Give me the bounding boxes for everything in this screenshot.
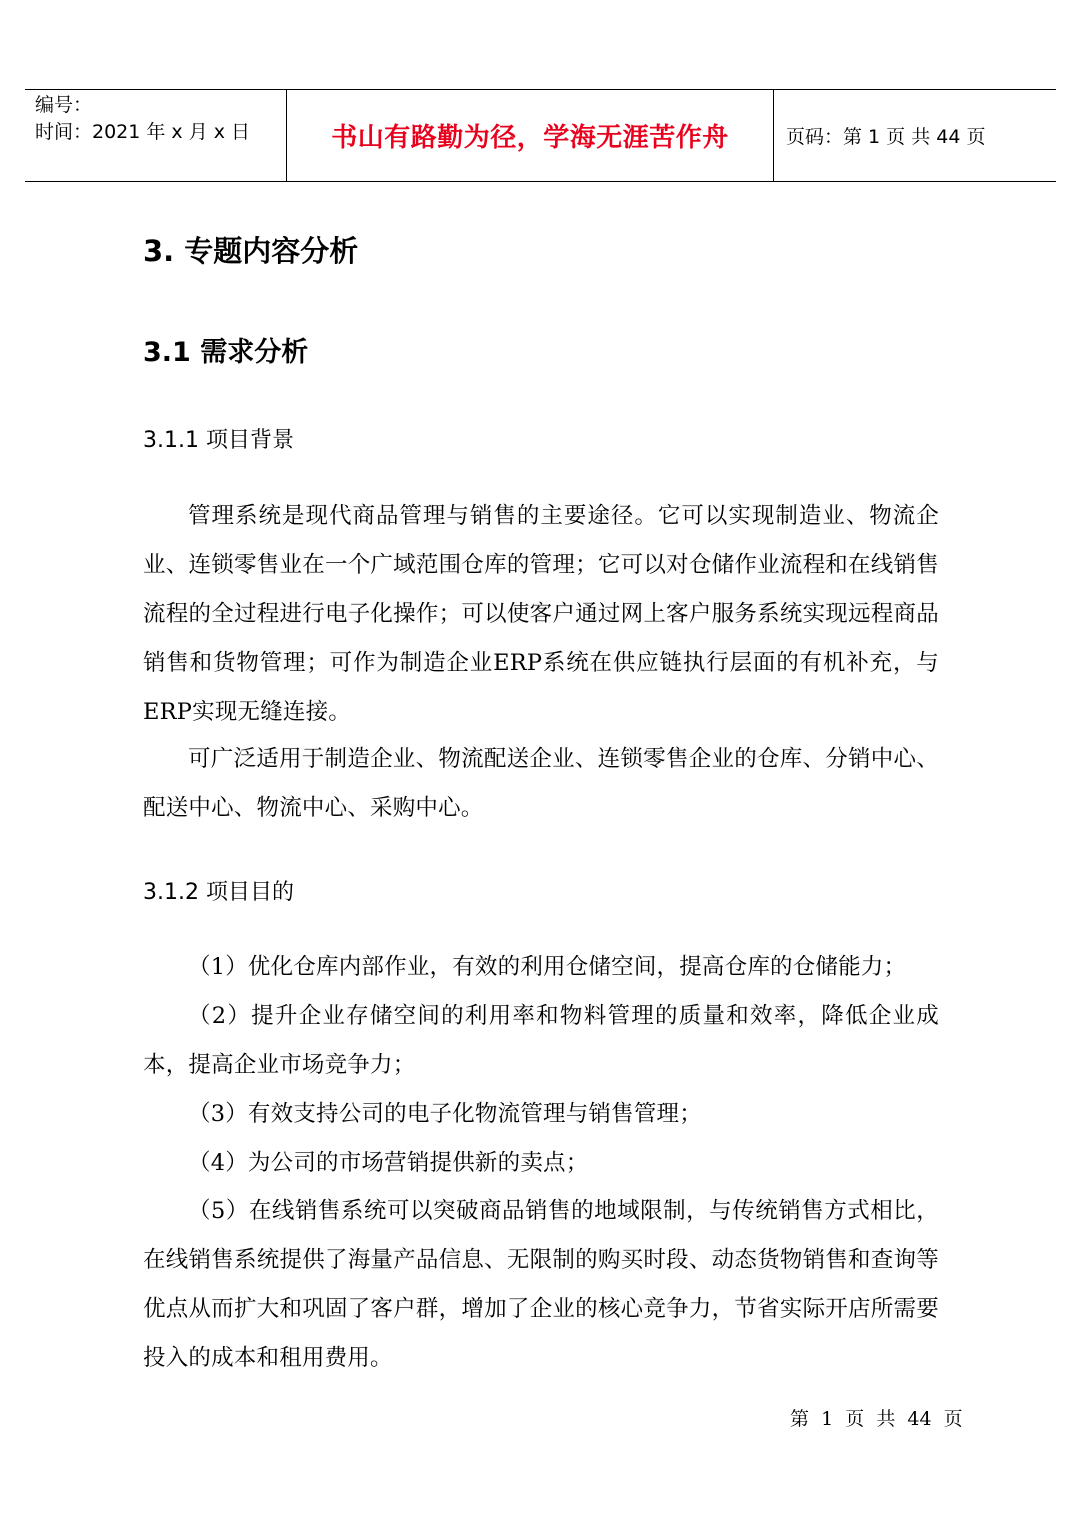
background-heading: 3.1.1 项目背景 <box>143 428 294 453</box>
subsection-title: 3.1 需求分析 <box>143 337 309 368</box>
purpose-item: （4）为公司的市场营销提供新的卖点； <box>188 1150 589 1176</box>
page-footer: 第 1 页 共 44 页 <box>790 1408 963 1430</box>
purpose-item: （5）在线销售系统可以突破商品销售的地域限制，与传统销售方式相比，在线销售系统提供了海量产品信息、无限制的购买时段、动态货物销售和查询等优点从而扩大和巩固了客户群，增加了企业的核心竞争力，节省实际开店所需要投入的成本和租用费用。 <box>143 1198 939 1371</box>
motto-text: 书山有路勤为径，学海无涯苦作舟 <box>331 123 729 153</box>
page-label: 页码：第 1 页 共 44 页 <box>786 126 986 148</box>
number-label: 编号： <box>35 94 93 116</box>
purpose-item: （3）有效支持公司的电子化物流管理与销售管理； <box>188 1101 702 1127</box>
purpose-heading: 3.1.2 项目目的 <box>143 880 294 905</box>
background-paragraph: 管理系统是现代商品管理与销售的主要途径。它可以实现制造业、物流企业、连锁零售业在一个广域范围仓库的管理；它可以对仓储作业流程和在线销售流程的全过程进行电子化操作；可以使客户通过网上客户服务系统实现远程商品销售和货物管理；可作为制造企业ERP系统在供应链执行层面的有机补充，与ERP实现无缝连接。 <box>143 503 939 725</box>
header-motto-cell <box>287 90 774 181</box>
document-header <box>25 89 1056 182</box>
background-paragraph: 可广泛适用于制造企业、物流配送企业、连锁零售企业的仓库、分销中心、配送中心、物流中心、采购中心。 <box>143 746 939 821</box>
purpose-item: （1）优化仓库内部作业，有效的利用仓储空间，提高仓库的仓储能力； <box>188 954 907 980</box>
header-meta <box>25 90 287 181</box>
section-title: 3. 专题内容分析 <box>143 234 359 268</box>
purpose-item: （2）提升企业存储空间的利用率和物料管理的质量和效率，降低企业成本，提高企业市场竞争力； <box>143 1003 939 1078</box>
time-label: 时间：2021 年 x 月 x 日 <box>35 121 251 143</box>
header-page-cell <box>774 90 1056 181</box>
